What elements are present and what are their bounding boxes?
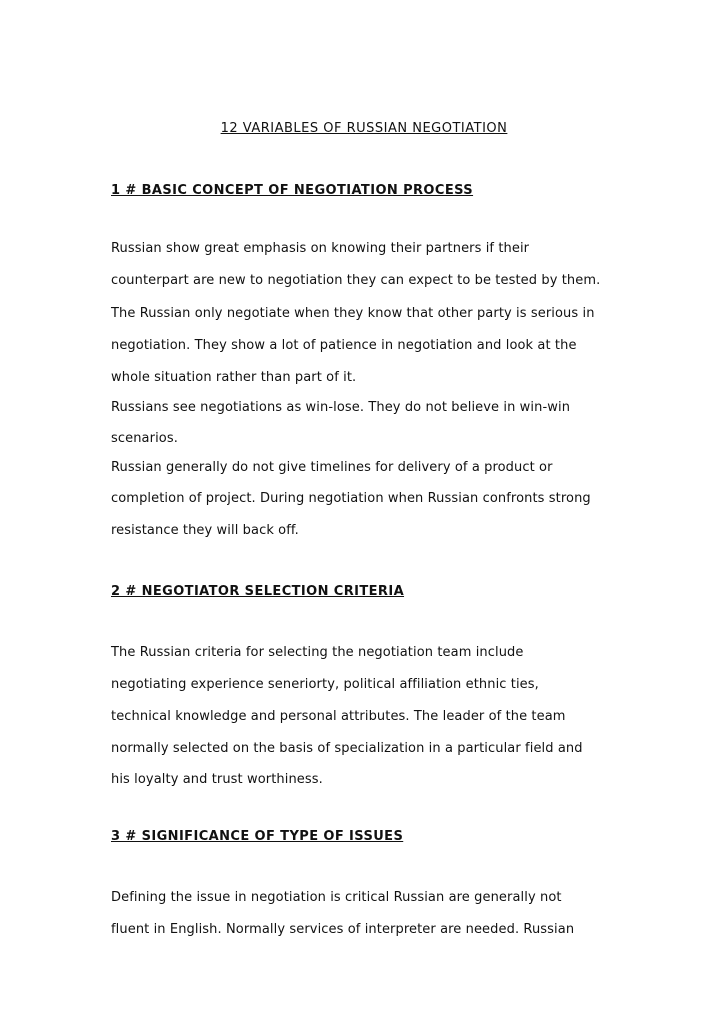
section-heading-1: 1 # BASIC CONCEPT OF NEGOTIATION PROCESS: [111, 183, 474, 198]
paragraph-line: Russian generally do not give timelines for delivery of a product or: [111, 460, 553, 475]
paragraph-line: whole situation rather than part of it.: [111, 370, 357, 385]
paragraph-line: completion of project. During negotiation when Russian confronts strong: [111, 491, 591, 506]
paragraph-line: Russians see negotiations as win-lose. They do not believe in win-win: [111, 400, 571, 415]
paragraph-line: normally selected on the basis of specialization in a particular field and: [111, 741, 583, 756]
paragraph-line: resistance they will back off.: [111, 523, 299, 538]
section-heading-2: 2 # NEGOTIATOR SELECTION CRITERIA: [111, 584, 405, 599]
paragraph-line: negotiation. They show a lot of patience in negotiation and look at the: [111, 338, 577, 353]
paragraph-line: his loyalty and trust worthiness.: [111, 772, 323, 787]
paragraph-line: scenarios.: [111, 431, 178, 446]
paragraph-line: Defining the issue in negotiation is critical Russian are generally not: [111, 890, 562, 905]
paragraph-line: The Russian only negotiate when they know that other party is serious in: [111, 306, 595, 321]
document-title: 12 VARIABLES OF RUSSIAN NEGOTIATION: [220, 121, 508, 136]
paragraph-line: technical knowledge and personal attributes. The leader of the team: [111, 709, 566, 724]
paragraph-line: Russian show great emphasis on knowing their partners if their: [111, 241, 530, 256]
paragraph-line: The Russian criteria for selecting the negotiation team include: [111, 645, 524, 660]
paragraph-line: negotiating experience seneriorty, political affiliation ethnic ties,: [111, 677, 539, 692]
paragraph-line: fluent in English. Normally services of interpreter are needed. Russian: [111, 922, 575, 937]
section-heading-3: 3 # SIGNIFICANCE OF TYPE OF ISSUES: [111, 829, 404, 844]
paragraph-line: counterpart are new to negotiation they can expect to be tested by them.: [111, 273, 601, 288]
